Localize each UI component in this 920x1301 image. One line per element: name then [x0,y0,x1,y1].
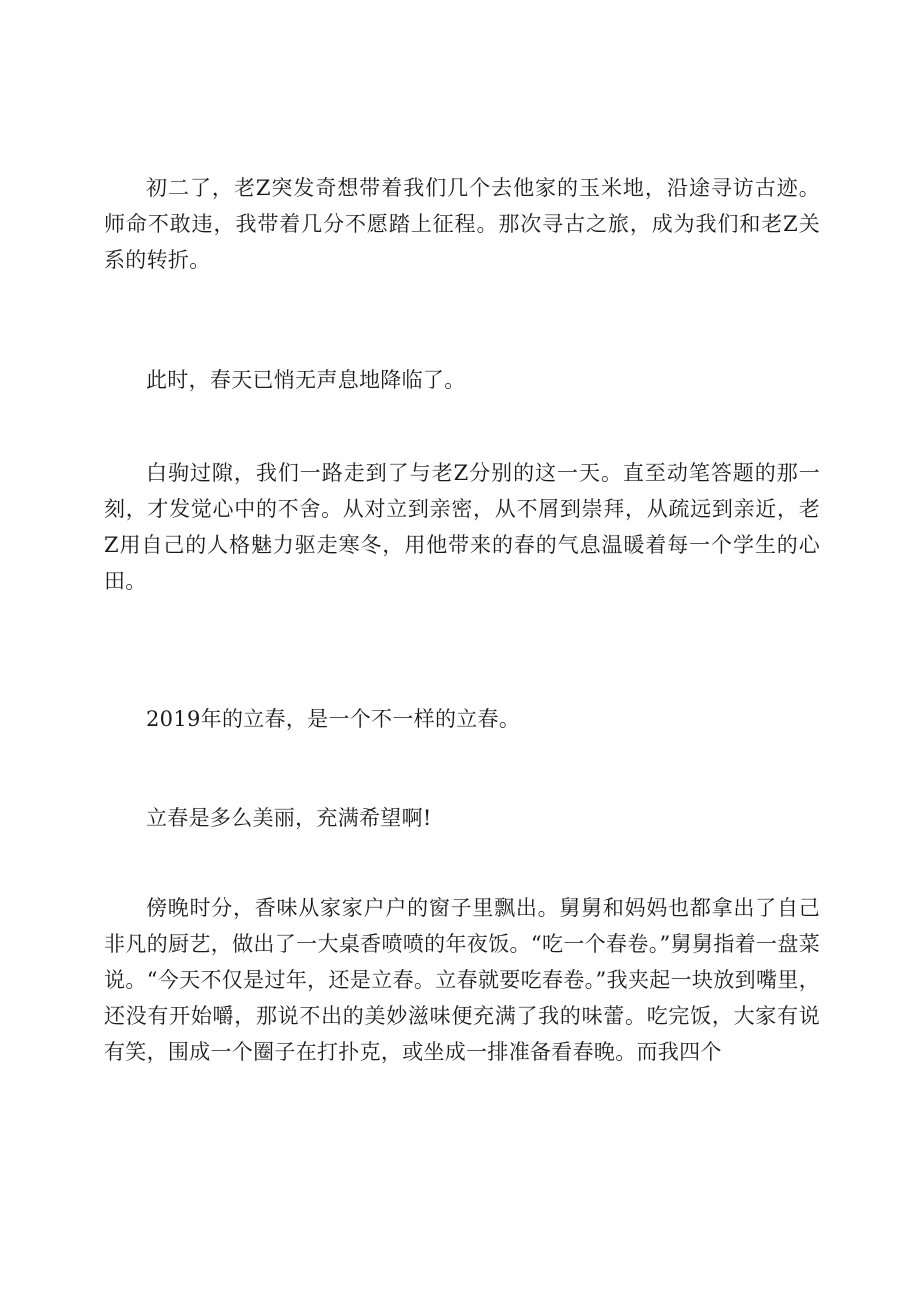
paragraph-trip: 初二了，老Z突发奇想带着我们几个去他家的玉米地，沿途寻访古迹。师命不敢违，我带着几分不愿踏上征程。那次寻古之旅，成为我们和老Z关系的转折。 [104,176,820,272]
paragraph-2019-spring: 2019年的立春，是一个不一样的立春。 [146,707,521,731]
paragraph-spring-beautiful: 立春是多么美丽，充满希望啊! [146,806,432,830]
paragraph-farewell: 白驹过隙，我们一路走到了与老Z分别的这一天。直至动笔答题的那一刻，才发觉心中的不舍。从对立到亲密，从不屑到崇拜，从疏远到亲近，老Z用自己的人格魅力驱走寒冬，用他带来的春的气息温暖着每一个学生的心田。 [104,461,820,593]
paragraph-spring-arrived: 此时，春天已悄无声息地降临了。 [146,368,466,392]
paragraph-new-year-dinner: 傍晚时分，香味从家家户户的窗子里飘出。舅舅和妈妈也都拿出了自己非凡的厨艺，做出了一大桌香喷喷的年夜饭。“吃一个春卷。”舅舅指着一盘菜说。“今天不仅是过年，还是立春。立春就要吃春卷。”我夹起一块放到嘴里，还没有开始嚼，那说不出的美妙滋味便充满了我的味蕾。吃完饭，大家有说有笑，围成一个圈子在打扑克，或坐成一排准备看春晚。而我四个 [104,896,820,1064]
